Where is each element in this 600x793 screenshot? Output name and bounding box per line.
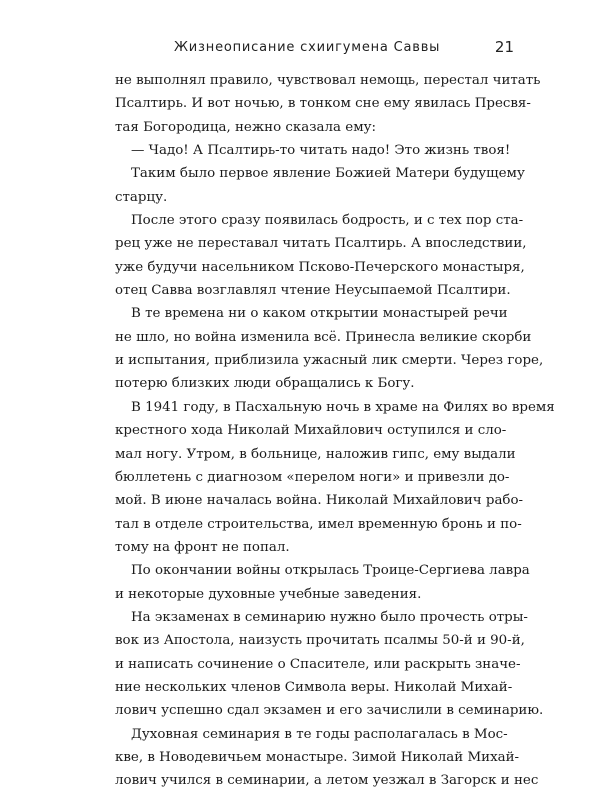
text-line: кве, в Новодевичьем монастыре. Зимой Николай Михай-	[115, 749, 520, 765]
text-line: ние нескольких членов Символа веры. Николай Михай-	[115, 679, 513, 695]
text-line: вок из Апостола, наизусть прочитать псалмы 50-й и 90-й,	[115, 633, 525, 649]
page-number: 21	[494, 38, 514, 56]
text-line: рец уже не переставал читать Псалтирь. А впоследствии,	[115, 236, 527, 252]
text-line: потерю близких люди обращались к Богу.	[115, 376, 415, 392]
text-line: После этого сразу появилась бодрость, и с тех пор ста-	[131, 213, 524, 229]
text-line: лович успешно сдал экзамен и его зачислили в семинарию.	[115, 703, 544, 719]
text-line: тая Богородица, нежно сказала ему:	[115, 119, 377, 135]
text-line: На экзаменах в семинарию нужно было прочесть отры-	[131, 609, 528, 625]
body-text	[115, 69, 555, 793]
text-line: отец Савва возглавлял чтение Неусыпаемой Псалтири.	[115, 283, 511, 299]
text-line: мал ногу. Утром, в больнице, наложив гипс, ему выдали	[115, 446, 516, 462]
text-line: Псалтирь. И вот ночью, в тонком сне ему явилась Пресвя-	[115, 96, 531, 112]
text-line: бюллетень с диагнозом «перелом ноги» и привезли до-	[115, 469, 510, 485]
text-line: Духовная семинария в те годы располагалась в Мос-	[131, 726, 508, 742]
text-line: и испытания, приблизила ужасный лик смерти. Через горе,	[115, 353, 544, 369]
text-line: Таким было первое явление Божией Матери будущему	[131, 166, 525, 182]
text-line: По окончании войны открылась Троице-Сергиева лавра	[131, 563, 530, 579]
text-line: не шло, но война изменила всё. Принесла великие скорби	[115, 329, 532, 345]
text-line: лович учился в семинарии, а летом уезжал в Загорск и нес	[115, 773, 539, 789]
text-line: тому на фронт не попал.	[115, 539, 290, 555]
text-line: мой. В июне началась война. Николай Михайлович рабо-	[115, 493, 524, 509]
text-line: тал в отделе строительства, имел временную бронь и по-	[115, 516, 522, 532]
text-line: уже будучи насельником Псково-Печерского монастыря,	[115, 259, 525, 275]
text-line: крестного хода Николай Михайлович оступился и сло-	[115, 423, 507, 439]
running-title: Жизнеописание схиигумена Саввы	[174, 40, 441, 55]
text-line: и некоторые духовные учебные заведения.	[115, 586, 422, 602]
text-line: В те времена ни о каком открытии монастырей речи	[131, 306, 508, 322]
text-line: — Чадо! А Псалтирь-то читать надо! Это жизнь твоя!	[131, 143, 511, 159]
text-line: не выполнял правило, чувствовал немощь, перестал читать	[115, 73, 541, 88]
text-line: и написать сочинение о Спасителе, или раскрыть значе-	[115, 656, 521, 672]
text-line: В 1941 году, в Пасхальную ночь в храме на Филях во время	[131, 399, 555, 415]
text-line: старцу.	[115, 189, 168, 205]
